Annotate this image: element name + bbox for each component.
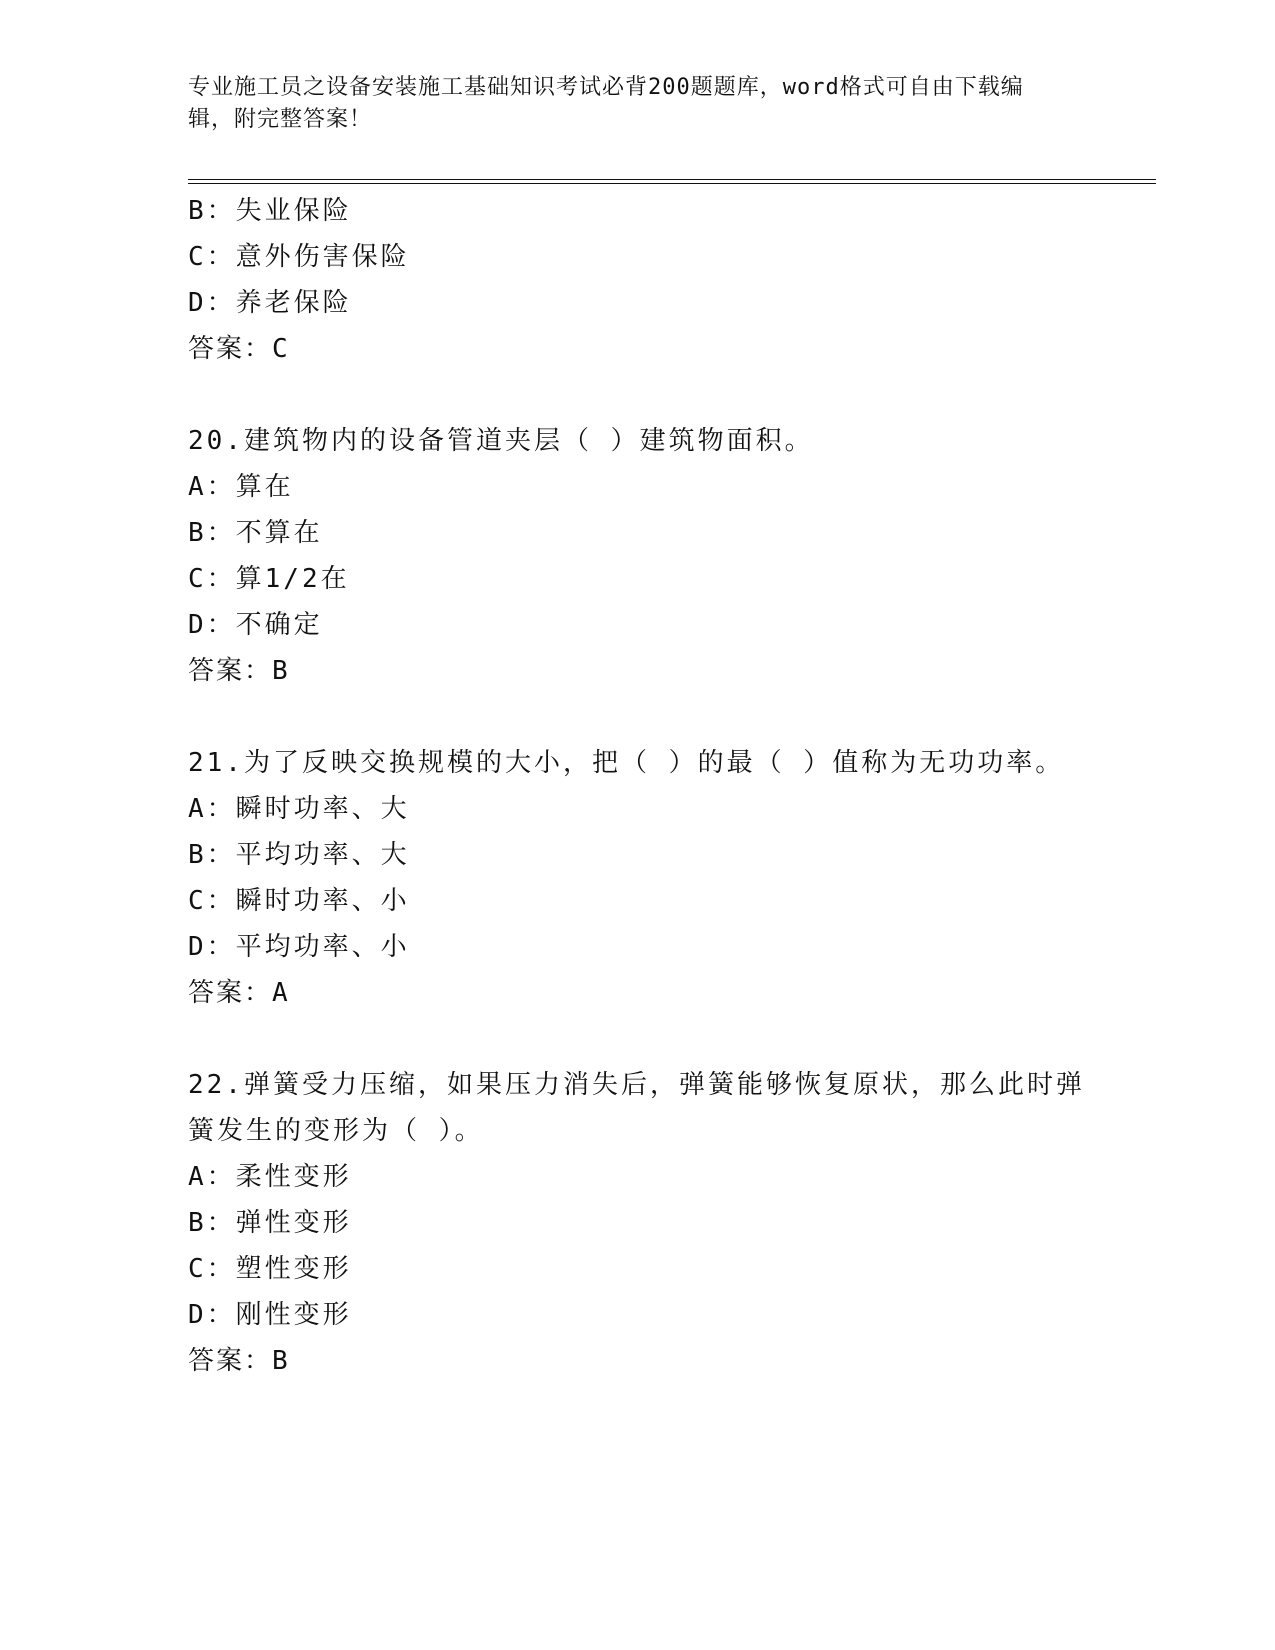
answer-line: 答案：B [188,1346,290,1376]
header-divider-bottom [188,183,1156,184]
document-header: 专业施工员之设备安装施工基础知识考试必背200题题库，word格式可自由下载编辑，附完整答案！ [188,75,1024,132]
option-d: D：平均功率、小 [188,932,410,962]
question-stem-line-1: 22.弹簧受力压缩，如果压力消失后，弹簧能够恢复原状，那么此时弹 [188,1070,1085,1100]
carryover-question [188,188,1088,372]
answer-line: 答案：A [188,978,290,1008]
question-stem-line-2: 簧发生的变形为（ ）。 [188,1116,484,1146]
option-c: C：塑性变形 [188,1254,352,1284]
option-c: C：瞬时功率、小 [188,886,410,916]
option-a: A：算在 [188,472,294,502]
option-b: B：失业保险 [188,196,352,226]
question-stem: 20.建筑物内的设备管道夹层（ ）建筑物面积。 [188,426,814,456]
question-stem: 21.为了反映交换规模的大小，把（ ）的最（ ）值称为无功功率。 [188,748,1065,778]
option-a: A：柔性变形 [188,1162,352,1192]
question-21 [188,740,1088,1016]
option-d: D：不确定 [188,610,323,640]
option-d: D：刚性变形 [188,1300,352,1330]
answer-line: 答案：B [188,656,290,686]
option-b: B：弹性变形 [188,1208,352,1238]
option-c: C：算1/2在 [188,564,350,594]
header-divider-top [188,179,1156,180]
option-d: D：养老保险 [188,288,352,318]
question-20 [188,418,1088,694]
option-b: B：平均功率、大 [188,840,410,870]
option-b: B：不算在 [188,518,323,548]
option-a: A：瞬时功率、大 [188,794,410,824]
option-c: C：意外伤害保险 [188,242,410,272]
question-list [188,188,1088,1384]
question-22 [188,1062,1088,1384]
answer-line: 答案：C [188,334,290,364]
